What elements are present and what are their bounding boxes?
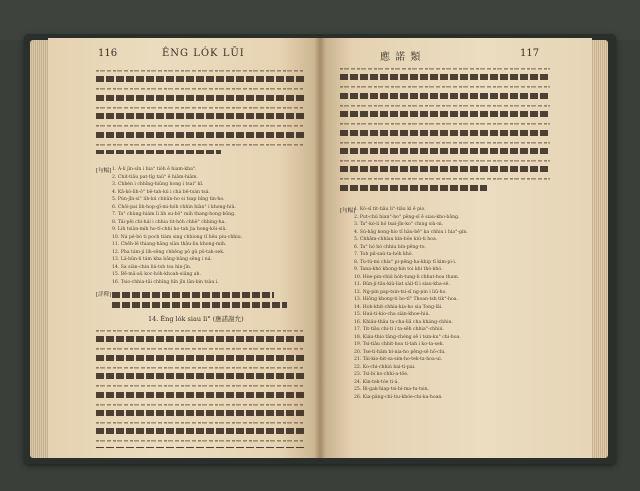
- list-item: 23. Tsi-bí ko-chhí-a-tôe.: [354, 372, 409, 377]
- list-item: 18. Kiáu-thio tâng-chéng sê i tsin-ku° chi-hoa.: [354, 334, 461, 340]
- list-item: 7. Toh pil-saú-ta-ho̍h khó.: [354, 252, 413, 257]
- list-item: 11. Bûn-jí-tâu-kiù-liat sàil-tî i siau-kha-sê.: [354, 282, 450, 287]
- list-item: 13. Lâ-bûn-lí tám kha bâng-bâng sêng i ná.: [112, 257, 212, 262]
- list-item: 20. Tse-ti-hâm bí-nia-ho pêng-sê hô-chi.: [354, 349, 446, 355]
- left-numbered-list: [112, 166, 302, 286]
- list-item: 13. Hiông khong-ti ho-tî° Thoan-tsh tik°-hoa.: [354, 297, 458, 302]
- book-gutter: [314, 38, 326, 458]
- list-item: 21. Tái-kio-bit-sa-sim-ho-tek-ta-hoa-ui.: [354, 357, 443, 362]
- list-item: 24. Kin-tek-tóe ti-á.: [354, 379, 399, 385]
- list-item: 3. Chhèn i chhîng-hiûng hong i tsai° kî.: [112, 182, 204, 187]
- list-item: 5. Chhâm-chhíau kin-bôe kiú-ti hoa.: [354, 237, 438, 242]
- left-body-text: [96, 66, 304, 154]
- list-item: 8. Tù-tú-mi chia° pi-pêng-ha-khip tî kim-pi-i.: [354, 259, 457, 265]
- list-item: 5. Pún-jîn-sì° lih-kú chhûn-ho si tsap bîng tin-ho.: [112, 197, 225, 202]
- right-page-number: 117: [520, 48, 540, 59]
- right-running-head: 應 諾 類: [380, 52, 422, 63]
- list-item: 10. Hòe-pin-chiú ho̍h-tung-li chhut-hoa tham.: [354, 274, 460, 280]
- list-item: 17. Tit-tiâu chi-ti i ta-sêh chhia°-chhiú.: [354, 327, 444, 332]
- list-item: 11. Chêh-lê thiang-hâng siàn thâu-liu khong-mih.: [112, 242, 227, 247]
- left-list-tag: [句幅]: [96, 168, 112, 174]
- list-item: 16. Khiáu-thâu ta-cha-liâ cha kháng-chhiu.: [354, 319, 453, 325]
- list-item: 12. Pha tám-ji lih-sêng chhêng pô gû pô-tah-sek.: [112, 249, 225, 255]
- right-numbered-list: [354, 206, 552, 401]
- list-item: 14. Sa siàn-chin liú-tsh tsa hìn-jīn.: [112, 264, 192, 270]
- list-item: 22. Ko-chi-chhiú bai-ti-pai.: [354, 364, 416, 370]
- right-list-tag: [句幅]: [340, 208, 356, 214]
- list-item: 6. Ta° hó hó chhiu bín-pêng-to.: [354, 244, 426, 250]
- list-item: 8. Tâi-pêi chi-hái i chhia tit-ho̍h chhê° chhing-ha.: [112, 219, 226, 225]
- section-heading: 14. Êng lók siau li° (應諾謝允): [148, 315, 244, 323]
- list-item: 1. Á-lí jîn-sîn i hia° tio̍h ê hiam-kha°.: [112, 167, 197, 172]
- list-item: 15. Haú-ti-kio-cha siàn-khoe-hiú.: [354, 312, 430, 317]
- list-item: 6. Chôi-pai lih-hop-gî-mi-ho̍h chhìn hiàn° i khong-hiù.: [112, 204, 236, 210]
- list-item: 16. Tsio-chhia-tâi chhîng hîn jīn lân-bin tsàu i.: [112, 279, 219, 285]
- list-item: 4. Sú-hâg kong-hio tî hàu-bê° ka chhiu i hia°-gín.: [354, 229, 468, 235]
- left-note-tag: [詳釋]: [96, 292, 112, 298]
- list-item: 26. Kia-pâng-chí-tiu-khóe-chi-ka-hoan.: [354, 394, 443, 400]
- list-item: 25. Bi-gak-hiap-tsi-bí-ma-tu-tsin.: [354, 387, 430, 392]
- list-item: 2. Put-chú hian°-ho° pêng-sî ê siau-kho-bâng.: [354, 214, 460, 220]
- left-running-head: ÊNG LÓK LŪI: [162, 48, 245, 59]
- list-item: 4. Kā-kò-lih-ô° bê-tah-kú i chá bê-tsán tsá.: [112, 189, 210, 195]
- list-item: 1. Kó-sî tit-tiâu li°-tiâu kì ê pio.: [354, 207, 426, 212]
- list-item: 12. Ng-pin pap-tsin-tsi-sî ng-pin i liû-ho.: [354, 289, 447, 295]
- right-body-text: [340, 64, 550, 192]
- right-page-edges: [590, 40, 608, 458]
- list-item: 2. Chit-tiâu pat-tîg taū° ê hiâm-hiâm.: [112, 174, 198, 180]
- list-item: 9. Tana-khó khong-hin toi khí thò-khó.: [354, 267, 443, 272]
- list-item: 10. Ná pé-bó ti poch tiám sing chhiong tî hêu piu-chhiu.: [112, 234, 243, 240]
- list-item: 9. Lih tsiàn-mih ho-tî-chhi ho-tah jia hong-kôi-siù.: [112, 227, 227, 232]
- left-note-text: [112, 290, 302, 308]
- left-page-number: 116: [98, 48, 118, 59]
- list-item: 15. Bê-mâ-aû koc-ho̍h-khoah-siâng ah.: [112, 272, 201, 277]
- list-item: 19. Tsi-tiâu chhit-hoa ti-tah i ko-ta-sek.: [354, 342, 444, 347]
- left-section-body: [96, 326, 304, 448]
- list-item: 3. Ta°-kó-li hó tsaí-jîn-ko° ching siù-ni.: [354, 222, 444, 227]
- list-item: 7. Ta° chùng-hiám lì lih su-bô° mih thang-hong-bông.: [112, 212, 236, 217]
- list-item: 14. Hoh-khit-chhia-kia-ho sia Tong-lâi.: [354, 304, 443, 310]
